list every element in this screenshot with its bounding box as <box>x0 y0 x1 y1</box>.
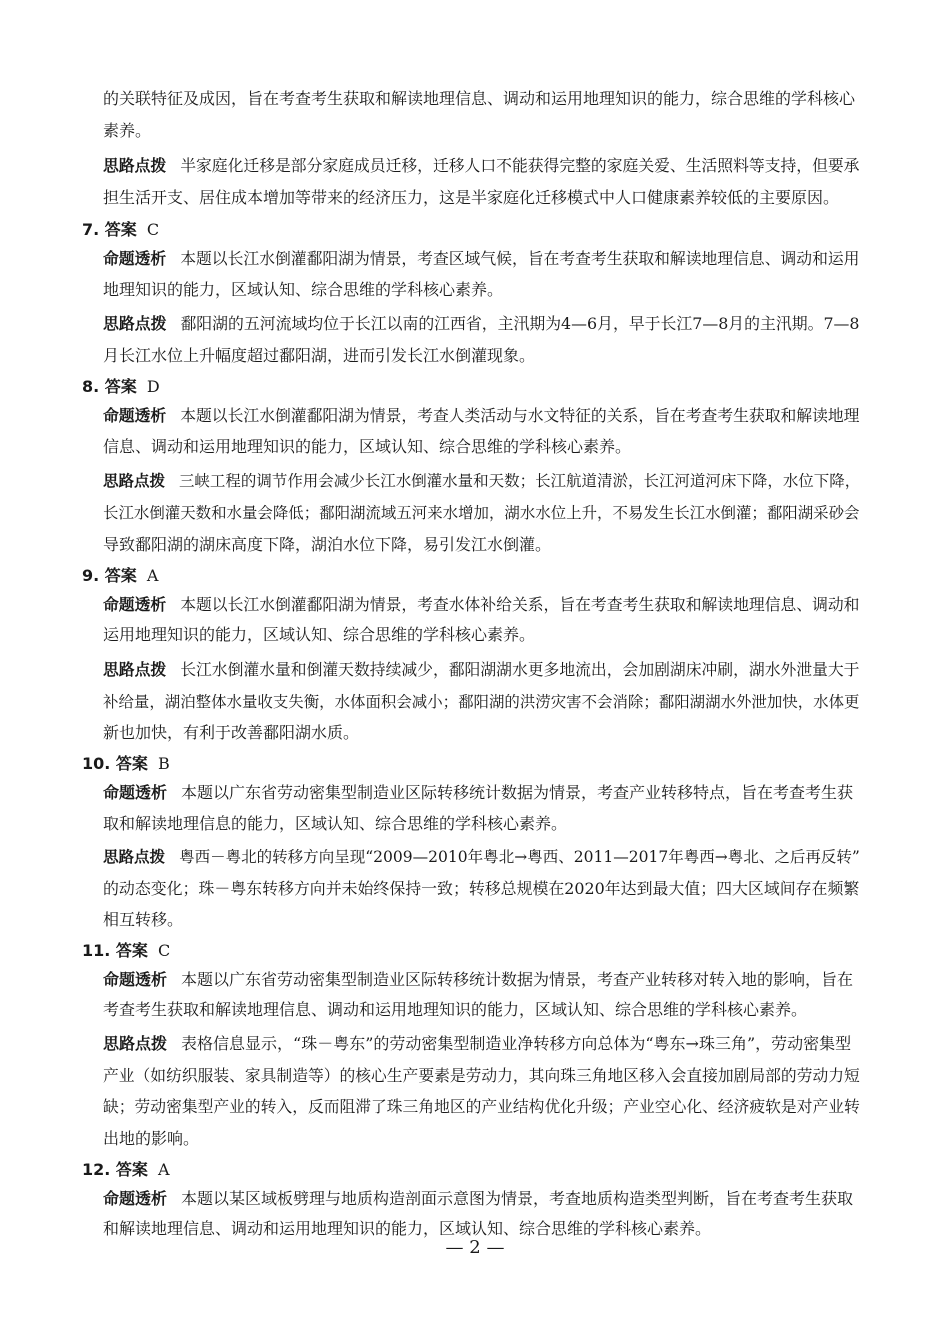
answer-value: A <box>146 566 159 585</box>
answer-label: 答案 <box>104 220 137 239</box>
q9-topic-line <box>103 594 859 616</box>
text: 的动态变化；珠－粤东转移方向并未始终保持一致；转移总规模在2020年达到最大值；四大区域间存在频繁 <box>103 879 860 898</box>
text: 和解读地理信息、调动和运用地理知识的能力，区域认知、综合思维的学科核心素养。 <box>103 1219 712 1238</box>
text: 地理知识的能力，区域认知、综合思维的学科核心素养。 <box>103 280 504 299</box>
paragraph-line <box>103 813 567 835</box>
text: 本题以长江水倒灌鄱阳湖为情景，考查水体补给关系，旨在考查考生获取和解读地理信息、调动和 <box>180 595 860 614</box>
paragraph-line <box>103 436 631 458</box>
text: 相互转移。 <box>103 910 184 929</box>
q7-thinking-line <box>103 313 860 335</box>
text: 长江水倒灌天数和水量会降低；鄱阳湖流域五河来水增加，湖水水位上升，不易发生长江水倒灌；鄱阳湖采砂会 <box>103 504 860 522</box>
question-number: 12. <box>82 1160 111 1179</box>
paragraph-line <box>103 345 535 367</box>
q11-topic-line <box>103 969 853 991</box>
topic-label: 命题透析 <box>103 249 167 268</box>
thinking-label: 思路点拨 <box>103 156 167 175</box>
text: 补给量，湖泊整体水量收支失衡，水体面积会减小；鄱阳湖的洪涝灾害不会消除；鄱阳湖湖水外泄加快，水体更 <box>103 693 860 711</box>
answer-label: 答案 <box>104 377 137 396</box>
question-12-answer <box>82 1159 170 1181</box>
text: 缺；劳动密集型产业的转入，反而阻滞了珠三角地区的产业结构优化升级；产业空心化、经济疲软是对产业转 <box>103 1097 860 1116</box>
answer-label: 答案 <box>104 566 137 585</box>
question-10-answer <box>82 753 170 775</box>
text: 素养。 <box>103 121 152 140</box>
answer-value: A <box>157 1160 170 1179</box>
paragraph-line <box>103 187 839 209</box>
paragraph-line <box>103 691 859 713</box>
topic-label: 命题透析 <box>103 783 168 802</box>
q8-topic-line <box>103 405 859 427</box>
paragraph-line <box>103 279 503 301</box>
thinking-label: 思路点拨 <box>103 848 166 866</box>
answer-value: D <box>146 377 160 396</box>
text: 取和解读地理信息的能力，区域认知、综合思维的学科核心素养。 <box>103 814 568 833</box>
paragraph-line <box>103 534 551 556</box>
text: 运用地理知识的能力，区域认知、综合思维的学科核心素养。 <box>103 625 536 644</box>
topic-label: 命题透析 <box>103 1189 168 1208</box>
question-7-answer <box>82 219 159 241</box>
question-number: 11. <box>82 941 111 960</box>
paragraph-line <box>103 909 183 931</box>
question-8-answer <box>82 376 160 398</box>
question-number: 8. <box>82 377 100 396</box>
answer-label: 答案 <box>115 1160 148 1179</box>
q7-topic-line <box>103 248 859 270</box>
answer-value: B <box>157 754 170 773</box>
q8-thinking-line <box>103 470 860 492</box>
text: 担生活开支、居住成本增加等带来的经济压力，这是半家庭化迁移模式中人口健康素养较低的主要原因。 <box>103 188 840 207</box>
topic-label: 命题透析 <box>103 595 167 614</box>
q10-topic-line <box>103 782 853 804</box>
q10-thinking-line <box>103 846 860 868</box>
topic-label: 命题透析 <box>103 970 168 989</box>
text: 本题以长江水倒灌鄱阳湖为情景，考查人类活动与水文特征的关系，旨在考查考生获取和解读地理 <box>180 406 860 425</box>
topic-label: 命题透析 <box>103 406 167 425</box>
text: 考查考生获取和解读地理信息、调动和运用地理知识的能力，区域认知、综合思维的学科核心素养。 <box>103 1000 808 1019</box>
text: 粤西－粤北的转移方向呈现“2009—2010年粤北→粤西、2011—2017年粤西→粤北、之后再反转” <box>179 848 860 866</box>
text: 月长江水位上升幅度超过鄱阳湖，进而引发长江水倒灌现象。 <box>103 346 536 365</box>
text: 新也加快，有利于改善鄱阳湖水质。 <box>103 723 360 742</box>
text: 三峡工程的调节作用会减少长江水倒灌水量和天数；长江航道清淤，长江河道河床下降，水位下降， <box>178 472 861 490</box>
paragraph-line <box>103 722 359 744</box>
paragraph-line <box>103 1128 199 1150</box>
answer-value: C <box>157 941 171 960</box>
thinking-label: 思路点拨 <box>103 1034 168 1053</box>
text: 本题以长江水倒灌鄱阳湖为情景，考查区域气候，旨在考查考生获取和解读地理信息、调动和运用 <box>180 249 860 268</box>
thinking-label: 思路点拨 <box>103 660 167 679</box>
thinking-label: 思路点拨 <box>103 314 167 333</box>
text: 本题以某区域板劈理与地质构造剖面示意图为情景，考查地质构造类型判断，旨在考查考生获取 <box>181 1189 854 1208</box>
text: 长江水倒灌水量和倒灌天数持续减少，鄱阳湖湖水更多地流出，会加剧湖床冲刷，湖水外泄量大于 <box>180 660 860 679</box>
q6-thinking-line <box>103 155 859 177</box>
question-number: 10. <box>82 754 111 773</box>
paragraph-line <box>103 120 151 142</box>
text: 导致鄱阳湖的湖床高度下降，湖泊水位下降，易引发江水倒灌。 <box>103 535 552 554</box>
q11-thinking-line <box>103 1033 851 1055</box>
paragraph-line <box>103 502 859 524</box>
paragraph-line <box>103 88 855 110</box>
question-11-answer <box>82 940 170 962</box>
text: 信息、调动和运用地理知识的能力，区域认知、综合思维的学科核心素养。 <box>103 437 632 456</box>
question-9-answer <box>82 565 158 587</box>
paragraph-line <box>103 1096 860 1118</box>
paragraph-line <box>103 1065 860 1087</box>
answer-label: 答案 <box>115 941 148 960</box>
answer-label: 答案 <box>115 754 148 773</box>
thinking-label: 思路点拨 <box>103 472 165 490</box>
paragraph-line <box>103 878 859 900</box>
paragraph-line <box>103 624 535 646</box>
q9-thinking-line <box>103 659 859 681</box>
text: 产业（如纺织服装、家具制造等）的核心生产要素是劳动力，其向珠三角地区移入会直接加剧局部的劳动力短 <box>103 1066 860 1085</box>
question-number: 7. <box>82 220 100 239</box>
text: 的关联特征及成因，旨在考查考生获取和解读地理信息、调动和运用地理知识的能力，综合思维的学科核心 <box>103 89 856 108</box>
text: 半家庭化迁移是部分家庭成员迁移，迁移人口不能获得完整的家庭关爱、生活照料等支持，但要承 <box>180 156 860 175</box>
text: 出地的影响。 <box>103 1129 200 1148</box>
question-number: 9. <box>82 566 100 585</box>
page-number: — 2 — <box>445 1237 505 1258</box>
q12-topic-line <box>103 1188 853 1210</box>
text: 鄱阳湖的五河流域均位于长江以南的江西省，主汛期为4—6月，早于长江7—8月的主汛期。7—8 <box>180 314 860 333</box>
text: 本题以广东省劳动密集型制造业区际转移统计数据为情景，考查产业转移对转入地的影响，旨在 <box>181 970 854 989</box>
paragraph-line <box>103 999 807 1021</box>
text: 表格信息显示，“珠－粤东”的劳动密集型制造业净转移方向总体为“粤东→珠三角”，劳动密集型 <box>181 1034 852 1053</box>
text: 本题以广东省劳动密集型制造业区际转移统计数据为情景，考查产业转移特点，旨在考查考生获 <box>181 783 854 802</box>
answer-value: C <box>146 220 160 239</box>
